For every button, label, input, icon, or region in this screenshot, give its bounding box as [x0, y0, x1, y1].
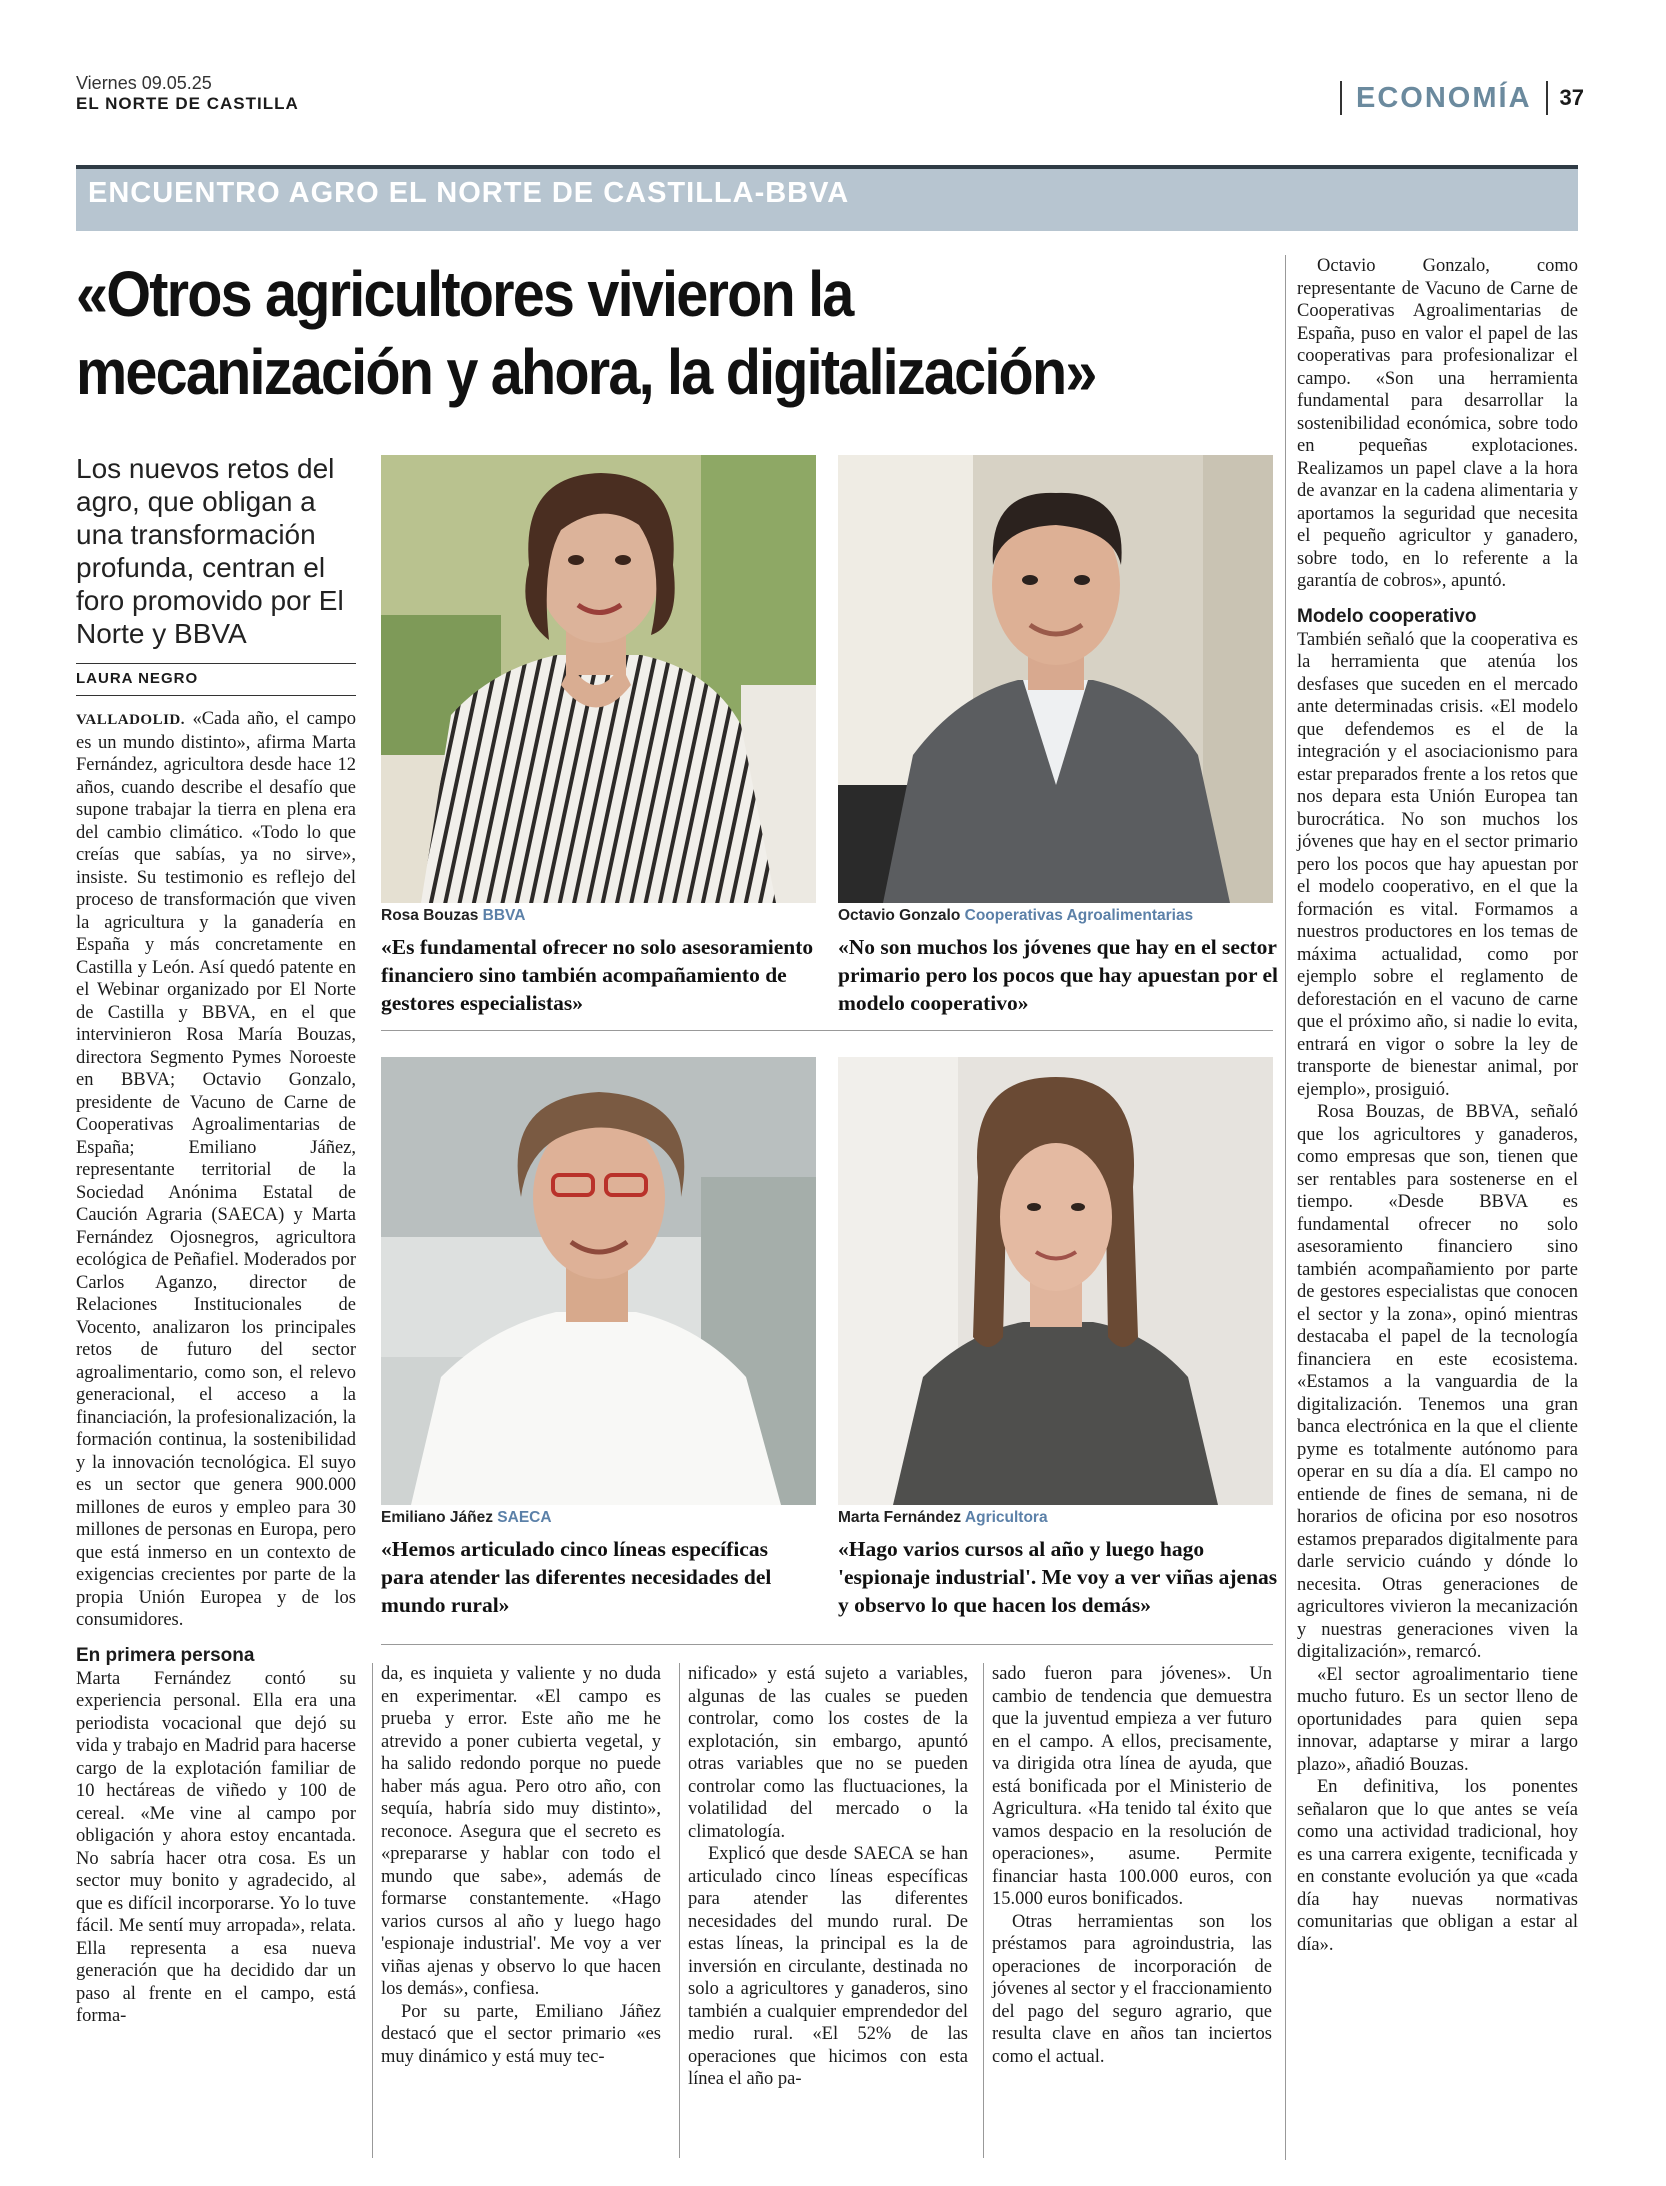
topic-banner	[76, 165, 1578, 231]
headline	[76, 255, 1156, 411]
byline: LAURA NEGRO	[76, 670, 199, 687]
caption-role: Cooperativas Agroalimentarias	[964, 907, 1194, 924]
paragraph: Por su parte, Emiliano Jáñez destacó que el sector primario «es muy dinámico y está muy tec-	[381, 2001, 661, 2067]
paragraph: Otras herramientas son los préstamos para agroindustria, las operaciones de incorporación de jóvenes al sector y el fraccionamiento del pago del seguro agrario, que resulta clave en años tan inciertos como el actual.	[992, 1911, 1272, 2067]
section-name: ECONOMÍA	[1356, 81, 1532, 114]
caption-name: Rosa Bouzas	[381, 907, 479, 924]
banner-title: ENCUENTRO AGRO EL NORTE DE CASTILLA-BBVA	[88, 177, 850, 209]
paragraph: Explicó que desde SAECA se han articulado cinco líneas específicas para atender las diferentes necesidades del mundo rural. De estas líneas, la principal es la de inversión en circulante, destinada no solo a agricultores y ganaderos, sino también a cualquier emprendedor del medio rural. «El 52% de las operaciones que hicimos con esta línea el año pa-	[688, 1844, 968, 2089]
column-divider	[372, 1663, 373, 2158]
masthead	[76, 72, 299, 114]
newspaper-name: EL NORTE DE CASTILLA	[76, 94, 299, 113]
caption-role: BBVA	[482, 907, 526, 924]
paragraph: da, es inquieta y valiente y no duda en experimentar. «El campo es prueba y error. Este año me he atrevido a poner cubierta vegetal, y ha salido redondo porque no puede haber más agua. Pero otro año, con sequía, habría sido muy distinto», reconoce. Asegura que el secreto es «prepararse y hablar con todo el mundo que sabe», además de formarse constantemente. «Hago varios cursos al año y luego hago 'espionaje industrial'. Me voy a ver viñas ajenas y observo lo que hacen los demás», confiesa.	[381, 1664, 661, 1999]
pull-quote: «Hago varios cursos al año y luego hago 'espionaje industrial'. Me voy a ver viñas ajenas y observo lo que hacen los demás»	[838, 1537, 1278, 1617]
paragraph-text: «Cada año, el campo es un mundo distinto», afirma Marta Fernández, agricultora desde hace 12 años, cuando describe el desafío que supone trabajar la tierra en plena era del cambio climático. «Todo lo que creías que sabías, ya no sirve», insiste. Su testimonio es reflejo del proceso de transformación que viven la agricultura y la ganadería en España y más concretamente en Castilla y León. Así quedó patente en el Webinar organizado por El Norte de Castilla y BBVA, en el que intervinieron Rosa María Bouzas, directora Segmento Pymes Noroeste en BBVA; Octavio Gonzalo, presidente de Vacuno de Carne de Cooperativas Agroalimentarias de España; Emiliano Jáñez, representante territorial de la Sociedad Anónima Estatal de Caución Agraria (SAECA) y Marta Fernández Ojosnegros, agricultora ecológica de Peñafiel. Moderados por Carlos Aganzo, director de Relaciones Institucionales de Vocento, analizaron los principales retos de futuro del sector agroalimentario, como son, el relevo generacional, el acceso a la financiación, la profesionalización, la formación continua, la sostenibilidad y la innovación tecnológica. El suyo es un sector que genera 900.000 millones de euros y empleo para 30 millones de personas en Europa, pero que está inmerso en un contexto de exigencias crecientes por parte de la propia Unión Europea y de los consumidores.	[76, 709, 356, 1630]
paragraph: Marta Fernández contó su experiencia personal. Ella era una periodista vocacional que dejó su vida y trabajo en Madrid para hacerse cargo de la explotación familiar de 10 hectáreas de viñedo y 100 de cereal. «Me vine al campo por obligación y ahora estoy encantada. No sabría hacer otra cosa. Es un sector muy bonito y agradecido, al que es difícil incorporarse. Yo lo tuve fácil. Me sentí muy arropada», relata. Ella representa a esa nueva generación que ha decidido dar un paso al frente en el campo, está forma-	[76, 1668, 356, 2026]
photo-octavio-gonzalo	[838, 455, 1273, 903]
column-divider	[679, 1663, 680, 2158]
article-column-2	[381, 1663, 661, 2068]
column-divider	[1285, 255, 1286, 2160]
paragraph: «El sector agroalimentario tiene mucho futuro. Es un sector lleno de oportunidades para quien sepa innovar, adaptarse y mirar a largo plazo», añadió Bouzas.	[1297, 1664, 1578, 1775]
divider	[381, 1030, 1273, 1031]
paragraph: Octavio Gonzalo, como representante de Vacuno de Carne de Cooperativas Agroalimentarias de España, puso en valor el papel de las cooperativas para profesionalizar el campo. «Son una herramienta fundamental para desarrollar la sostenibilidad económica, sobre todo en pequeñas explotaciones. Realizamos un papel clave a la hora de avanzar en la cadena alimentaria y aportamos la seguridad que necesita el pequeño agricultor y ganadero, sobre todo, en lo referente a la garantía de cobros», apuntó.	[1297, 256, 1578, 591]
subheading: Modelo cooperativo	[1297, 605, 1477, 627]
paragraph: sado fueron para jóvenes». Un cambio de tendencia que demuestra que la juventud empieza a ver futuro en el campo. A ellos, precisamente, va dirigida otra línea de ayuda, que está bonificada por el Ministerio de Agricultura. «Ha tenido tal éxito que vamos despacio en la resolución de operaciones», asume. Permite financiar hasta 100.000 euros, con 15.000 euros bonificados.	[992, 1664, 1272, 1909]
photo-emiliano-janez	[381, 1057, 816, 1505]
page-number: 37	[1559, 85, 1584, 110]
caption-name: Marta Fernández	[838, 1509, 962, 1526]
photo-caption	[381, 905, 525, 927]
caption-role: Agricultora	[964, 1509, 1048, 1526]
paragraph: Rosa Bouzas, de BBVA, señaló que los agricultores y ganaderos, como empresas que son, tienen que ser rentables para sostenerse en el tiempo. «Desde BBVA es fundamental ofrecer no solo asesoramiento financiero sino también acompañamiento por parte de gestores especialistas que conocen el sector y la zona», opinó mientras destacaba el papel de la tecnología financiera en este ecosistema. «Estamos a la vanguardia de la digitalización. Tenemos una gran banca electrónica en la que el cliente pyme es totalmente autónomo para operar en su día a día. El campo no entiende de fines de semana, ni de horarios de oficina por eso nosotros estamos preparados digitalmente para darle servicio cuándo y dónde lo necesita. Otras generaciones de agricultores vivieron la mecanización y nuestras generaciones viven la digitalización», remarcó.	[1297, 1102, 1578, 1662]
divider	[76, 663, 356, 664]
article-column-5	[1297, 255, 1578, 1956]
divider	[76, 695, 356, 696]
article-column-3	[688, 1663, 968, 2091]
dateline: VALLADOLID.	[76, 712, 185, 728]
pull-quote: «No son muchos los jóvenes que hay en el sector primario pero los pocos que hay apuestan por el modelo cooperativo»	[838, 935, 1278, 1015]
paragraph: También señaló que la cooperativa es la herramienta que atenúa los desfases que suceden en el mercado ante determinadas crisis. «El modelo que defendemos es el de la integración y el asociacionismo para estar preparados frente a los retos que nos depara esta Unión Europea tan burocrática. No son muchos los jóvenes que hay en el sector primario pero los pocos que hay apuestan por el modelo cooperativo, en el que la formación es vital. Formamos a nuestros productores en los temas de máxima actualidad, como por ejemplo sobre el reglamento de deforestación en el vacuno de carne que el próximo año, si nadie lo evita, entrará en vigor o sobre la ley de transporte de bienestar animal, por ejemplo», prosiguió.	[1297, 629, 1578, 1100]
article-column-4	[992, 1663, 1272, 2068]
headline-line-1: «Otros agricultores vivieron la	[76, 258, 853, 330]
section-header	[1340, 80, 1584, 116]
photo-marta-fernandez	[838, 1057, 1273, 1505]
lede: Los nuevos retos del agro, que obligan a una transformación profunda, centran el foro promovido por El Norte y BBVA	[76, 453, 344, 649]
paragraph	[76, 708, 356, 1632]
photo-caption	[838, 1507, 1048, 1529]
divider	[381, 1644, 1273, 1645]
headline-line-2: mecanización y ahora, la digitalización»	[76, 336, 1096, 408]
caption-name: Octavio Gonzalo	[838, 907, 961, 924]
pull-quote: «Es fundamental ofrecer no solo asesoramiento financiero sino también acompañamiento de gestores especialistas»	[381, 935, 814, 1015]
subheading: En primera persona	[76, 1644, 255, 1666]
issue-date: Viernes 09.05.25	[76, 73, 212, 93]
column-divider	[983, 1663, 984, 2158]
paragraph: nificado» y está sujeto a variables, algunas de las cuales se pueden controlar, como los costes de la explotación, sin embargo, apuntó otras variables que no se pueden controlar como las fluctuaciones, la volatilidad del mercado o la climatología.	[688, 1664, 968, 1842]
article-column-1	[76, 708, 356, 2028]
photo-rosa-bouzas	[381, 455, 816, 903]
photo-caption	[838, 905, 1193, 927]
photo-caption	[381, 1507, 552, 1529]
caption-name: Emiliano Jáñez	[381, 1509, 493, 1526]
pull-quote: «Hemos articulado cinco líneas específicas para atender las diferentes necesidades del mundo rural»	[381, 1537, 772, 1617]
caption-role: SAECA	[497, 1509, 552, 1526]
paragraph: En definitiva, los ponentes señalaron que lo que antes se veía como una actividad tradicional, hoy es una carrera exigente, tecnificada y en constante evolución ya que «cada día hay nuevas normativas comunitarias que obligan a estar al día».	[1297, 1777, 1578, 1955]
